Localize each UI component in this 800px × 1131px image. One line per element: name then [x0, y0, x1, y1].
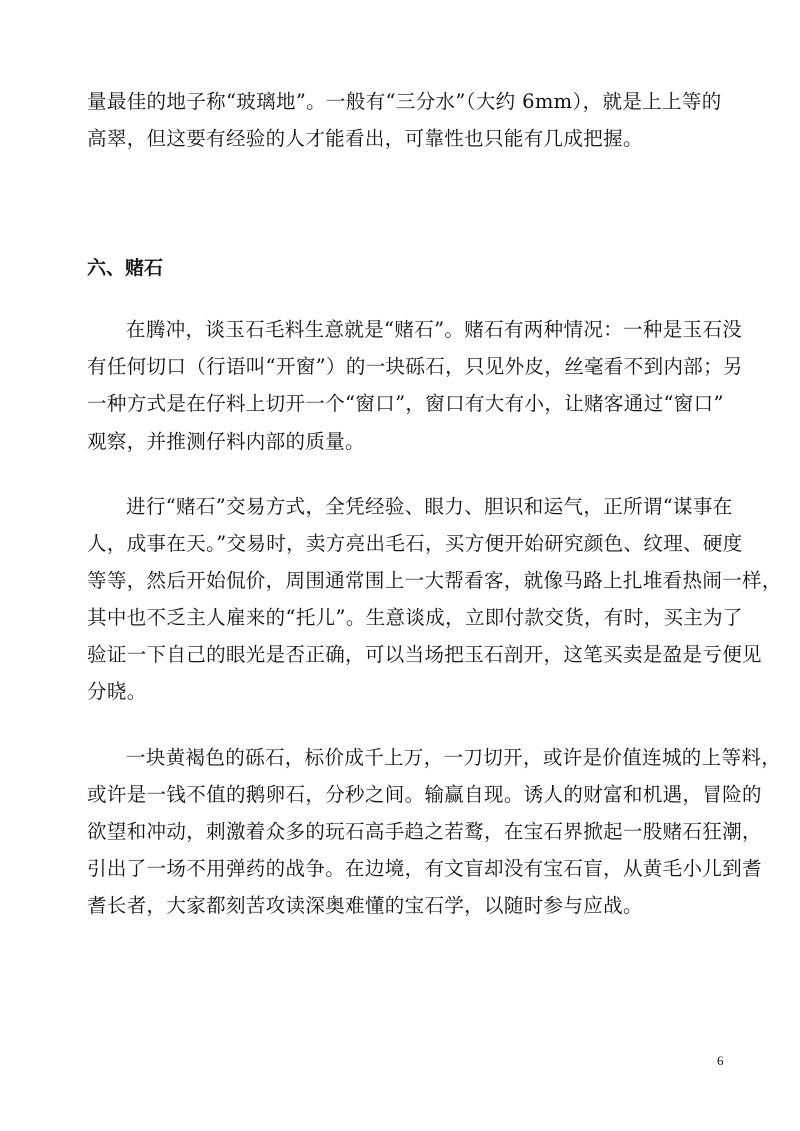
paragraph-2-line-4: 其中也不乏主人雇来的“托儿”。生意谈成，立即付款交货，有时，买主为了: [87, 606, 743, 629]
paragraph-1-line-2: 有任何切口（行语叫“开窗”）的一块砾石，只见外皮，丝毫看不到内部；另: [87, 355, 743, 378]
paragraph-1-line-1: 在腾冲，谈玉石毛料生意就是“赌石”。赌石有两种情况：一种是玉石没: [126, 318, 743, 341]
intro-line-1: 量最佳的地子称“玻璃地”。一般有“三分水”（大约 6mm），就是上上等的: [87, 90, 722, 113]
section-heading: 六、赌石: [87, 257, 164, 279]
paragraph-2-line-6: 分晓。: [87, 680, 147, 703]
paragraph-3-line-3: 欲望和冲动，刺激着众多的玩石高手趋之若鹜，在宝石界掀起一股赌石狂潮，: [87, 820, 762, 843]
paragraph-1-line-3: 一种方式是在仔料上切开一个“窗口”，窗口有大有小，让赌客通过“窗口”: [87, 392, 724, 415]
paragraph-3-line-1: 一块黄褐色的砾石，标价成千上万，一刀切开，或许是价值连城的上等料，: [126, 746, 782, 769]
paragraph-2-line-5: 验证一下自己的眼光是否正确，可以当场把玉石剖开，这笔买卖是盈是亏便见: [87, 643, 762, 666]
paragraph-3-line-5: 耆长者，大家都刻苦攻读深奥难懂的宝石学，以随时参与应战。: [87, 894, 643, 917]
paragraph-2-line-3: 等等，然后开始侃价，周围通常围上一大帮看客，就像马路上扎堆看热闹一样，: [87, 569, 782, 592]
paragraph-2-line-2: 人，成事在天。”交易时，卖方亮出毛石，买方便开始研究颜色、纹理、硬度: [87, 532, 743, 555]
paragraph-3-line-4: 引出了一场不用弹药的战争。在边境，有文盲却没有宝石盲，从黄毛小儿到耆: [87, 857, 762, 880]
page-number: 6: [717, 1053, 724, 1068]
paragraph-2-line-1: 进行“赌石”交易方式，全凭经验、眼力、胆识和运气，正所谓“谋事在: [126, 495, 733, 518]
paragraph-3-line-2: 或许是一钱不值的鹅卵石，分秒之间。输赢自现。诱人的财富和机遇，冒险的: [87, 783, 762, 806]
intro-line-2: 高翠，但这要有经验的人才能看出，可靠性也只能有几成把握。: [87, 127, 643, 150]
paragraph-1-line-4: 观察，并推测仔料内部的质量。: [87, 430, 365, 453]
